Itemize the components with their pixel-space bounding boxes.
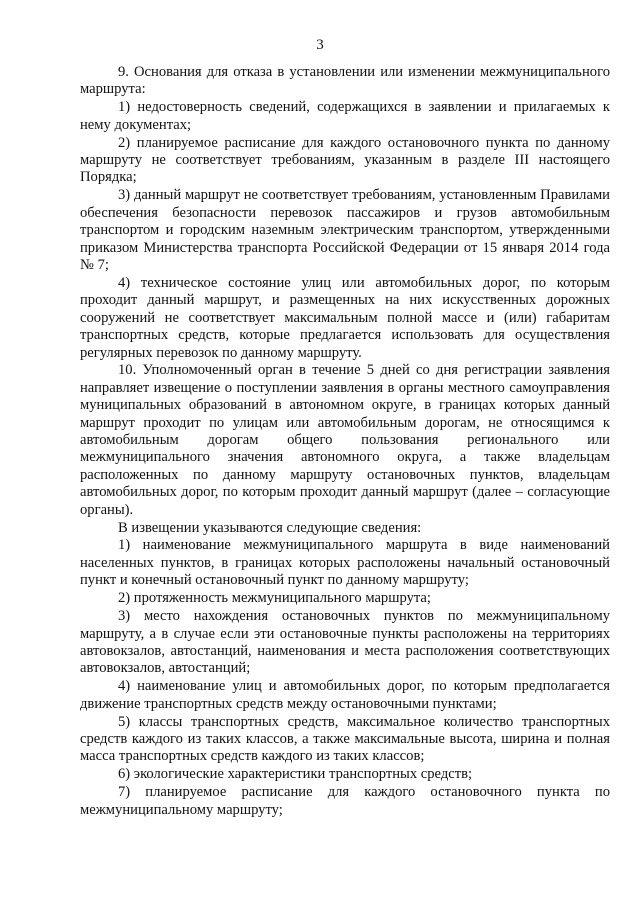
- paragraph-item-9-heading: 9. Основания для отказа в установлении или изменении межмуниципального маршрута:: [80, 64, 610, 98]
- page-number: 3: [316, 37, 324, 53]
- paragraph-notice-3: 3) место нахождения остановочных пунктов по межмуниципальному маршруту, а в случае если эти остановочные пункты расположены на территориях автовокзалов, автостанций, наименования и места расположения соответствующих автовокзалов, автостанций;: [80, 608, 610, 677]
- paragraph-reason-2: 2) планируемое расписание для каждого остановочного пункта по данному маршруту не соответствует требованиям, указанным в разделе III настоящего Порядка;: [80, 134, 610, 186]
- paragraph-notice-2: 2) протяженность межмуниципального маршрута;: [118, 590, 431, 607]
- document-body: [80, 64, 610, 819]
- paragraph-notice-1: 1) наименование межмуниципального маршрута в виде наименований населенных пунктов, в границах которых расположены начальный остановочный пункт и конечный остановочный пункт по данному маршруту;: [80, 537, 610, 589]
- paragraph-notice-5: 5) классы транспортных средств, максимальное количество транспортных средств каждого из таких классов, а также максимальные высота, ширина и полная масса транспортных средств каждого из таких классов;: [80, 713, 610, 765]
- paragraph-reason-1: 1) недостоверность сведений, содержащихся в заявлении и прилагаемых к нему документах;: [80, 99, 610, 133]
- paragraph-notice-7: 7) планируемое расписание для каждого остановочного пункта по межмуниципальному маршруту;: [80, 784, 610, 818]
- paragraph-notice-intro: В извещении указываются следующие сведения:: [118, 519, 422, 536]
- paragraph-reason-3: 3) данный маршрут не соответствует требованиям, установленным Правилами обеспечения безопасности перевозок пассажиров и грузов автомобильным транспортом и городским наземным электрическим транспортом, утвержденными приказом Министерства транспорта Российской Федерации от 15 января 2014 года № 7;: [80, 187, 610, 273]
- paragraph-notice-4: 4) наименование улиц и автомобильных дорог, по которым предполагается движение транспортных средств между остановочными пунктами;: [80, 678, 610, 712]
- paragraph-reason-4: 4) техническое состояние улиц или автомобильных дорог, по которым проходит данный маршрут, и размещенных на них искусственных дорожных сооружений не соответствует максимальным полной массе и (или) габаритам транспортных средств, которые предлагается использовать для осуществления регулярных перевозок по данному маршруту.: [80, 274, 610, 361]
- paragraph-item-10: 10. Уполномоченный орган в течение 5 дней со дня регистрации заявления направляет извещение о поступлении заявления в органы местного самоуправления муниципальных образований в автономном округе, в границах которых данный маршрут проходит по улицам или автомобильным дорогам, не относящимся к автомобильным дорогам общего пользования регионального или межмуниципального значения автономного округа, а также владельцам расположенных по данному маршруту остановочных пунктов, владельцам автомобильных дорог, по которым проходит данный маршрут (далее – согласующие органы).: [80, 362, 610, 518]
- paragraph-notice-6: 6) экологические характеристики транспортных средств;: [118, 766, 473, 783]
